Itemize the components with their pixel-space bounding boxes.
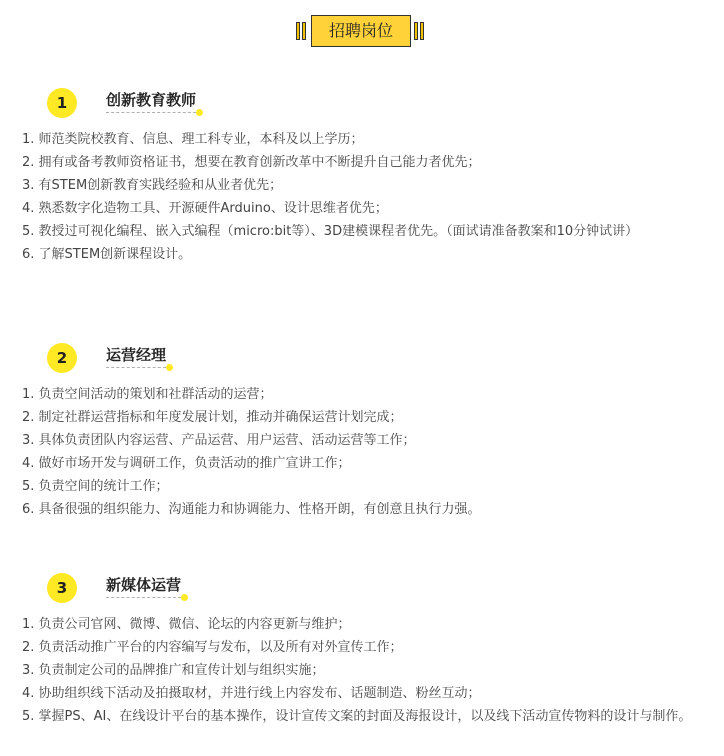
job-title: 创新教育教师 <box>106 90 196 113</box>
list-item: 5. 掌握PS、AI、在线设计平台的基本操作，设计宣传文案的封面及海报设计，以及线下活动宣传物料的设计与制作。 <box>22 709 692 724</box>
job-section-1 <box>0 86 724 266</box>
job-title: 运营经理 <box>106 345 166 368</box>
list-item: 2. 拥有或备考教师资格证书，想要在教育创新改革中不断提升自己能力者优先； <box>22 155 481 170</box>
job-requirements-list <box>0 128 706 266</box>
list-item: 1. 师范类院校教育、信息、理工科专业，本科及以上学历； <box>22 132 364 147</box>
list-item: 6. 了解STEM创新课程设计。 <box>22 247 192 262</box>
job-header <box>0 86 724 126</box>
list-item: 1. 负责公司官网、微博、微信、论坛的内容更新与维护； <box>22 617 351 632</box>
job-title-wrap <box>106 90 196 113</box>
list-item: 2. 制定社群运营指标和年度发展计划，推动并确保运营计划完成； <box>22 410 403 425</box>
job-section-2 <box>0 341 724 521</box>
title-dot-decoration <box>166 364 173 371</box>
job-requirements-list <box>0 613 706 728</box>
list-item: 5. 负责空间的统计工作； <box>22 479 169 494</box>
title-dot-decoration <box>196 109 203 116</box>
section-banner <box>0 14 724 50</box>
list-item: 3. 具体负责团队内容运营、产品运营、用户运营、活动运营等工作； <box>22 433 416 448</box>
job-header <box>0 341 724 381</box>
list-item: 1. 负责空间活动的策划和社群活动的运营； <box>22 387 273 402</box>
banner-title: 招聘岗位 <box>311 15 411 47</box>
job-title-wrap <box>106 345 166 368</box>
list-item: 3. 负责制定公司的品牌推广和宣传计划与组织实施； <box>22 663 325 678</box>
job-number-badge: 2 <box>47 343 77 373</box>
list-item: 4. 协助组织线下活动及拍摄取材，并进行线上内容发布、话题制造、粉丝互动； <box>22 686 481 701</box>
job-header <box>0 571 724 611</box>
job-number-badge: 1 <box>47 88 77 118</box>
list-item: 4. 做好市场开发与调研工作，负责活动的推广宣讲工作； <box>22 456 351 471</box>
list-item: 3. 有STEM创新教育实践经验和从业者优先； <box>22 178 283 193</box>
banner-right-decoration <box>414 22 426 40</box>
job-section-3 <box>0 571 724 728</box>
job-title-wrap <box>106 575 181 598</box>
job-requirements-list <box>0 383 706 521</box>
job-title: 新媒体运营 <box>106 575 181 598</box>
list-item: 4. 熟悉数字化造物工具、开源硬件Arduino、设计思维者优先； <box>22 201 388 216</box>
title-dot-decoration <box>181 594 188 601</box>
list-item: 6. 具备很强的组织能力、沟通能力和协调能力、性格开朗，有创意且执行力强。 <box>22 502 481 517</box>
list-item: 2. 负责活动推广平台的内容编写与发布，以及所有对外宣传工作； <box>22 640 403 655</box>
job-number-badge: 3 <box>47 573 77 603</box>
banner-left-decoration <box>296 22 308 40</box>
list-item: 5. 教授过可视化编程、嵌入式编程（micro:bit等）、3D建模课程者优先。（面试请准备教案和10分钟试讲） <box>22 224 639 239</box>
